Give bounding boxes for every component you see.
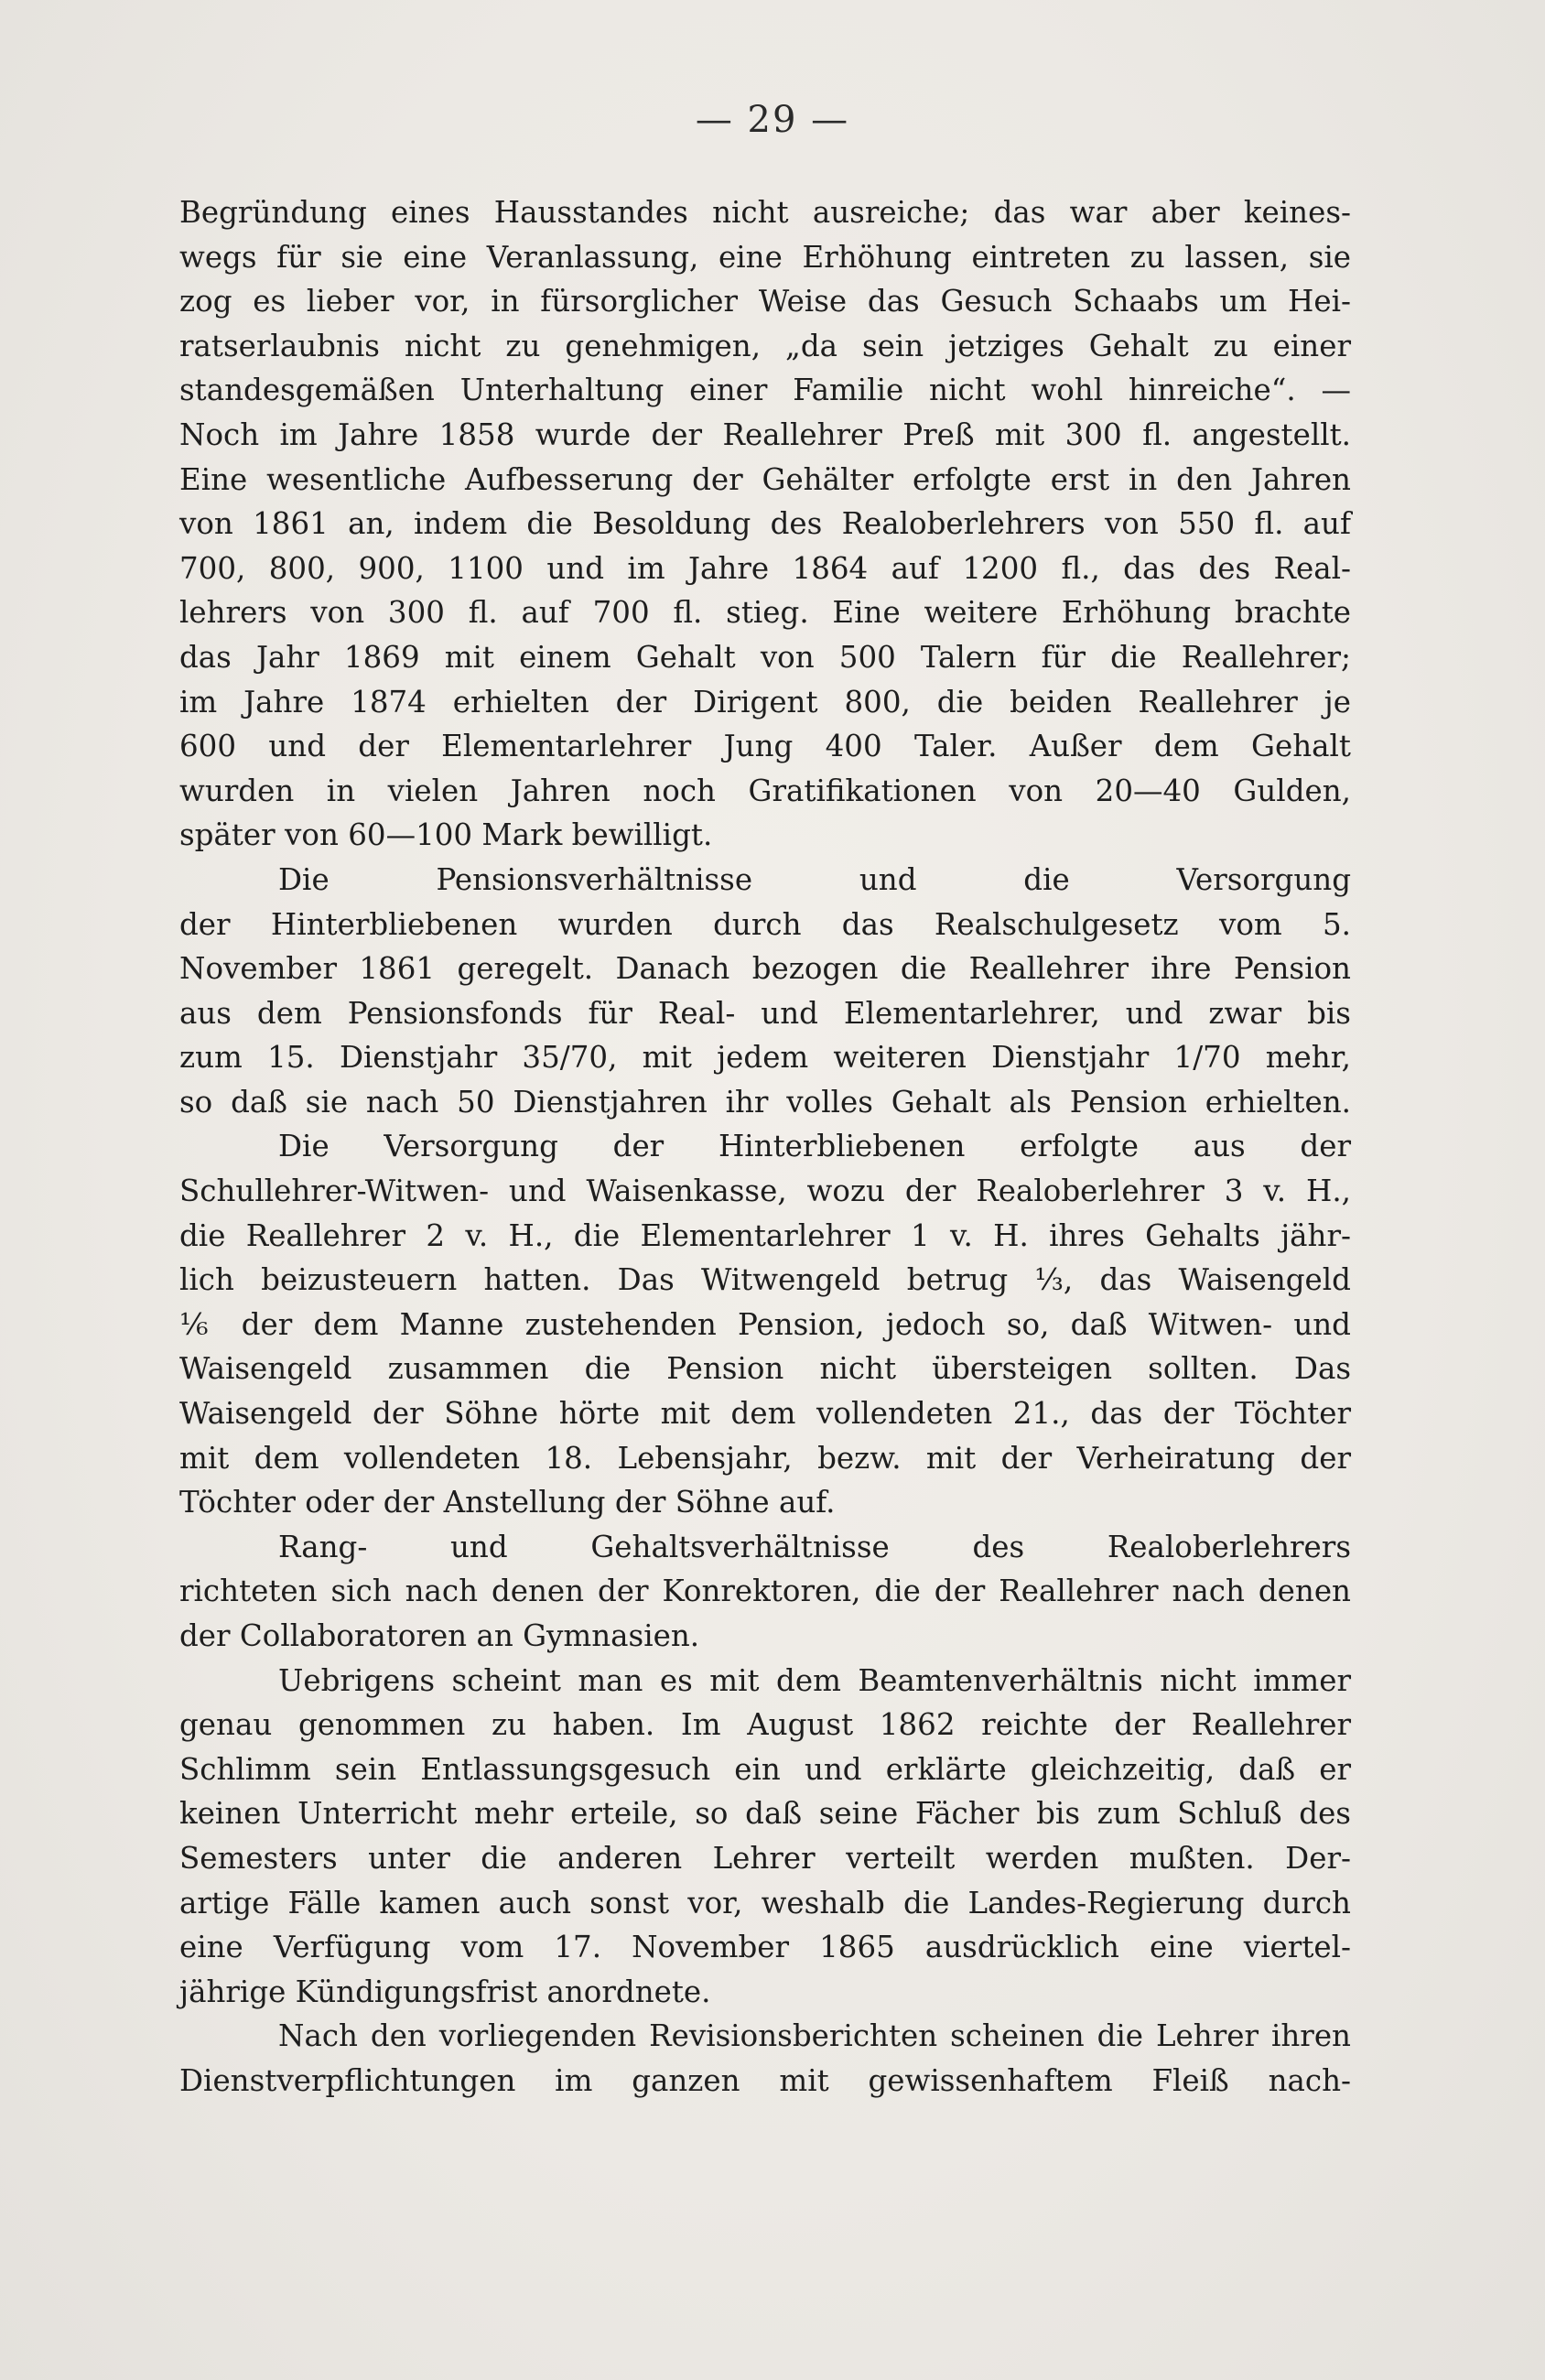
text-line: artige Fälle kamen auch sonst vor, weshalb die Landes-Regierung durch [179, 1885, 1351, 1920]
text-line: Semesters unter die anderen Lehrer verteilt werden mußten. Der- [179, 1840, 1351, 1876]
paragraph [179, 190, 1351, 858]
text-line: im Jahre 1874 erhielten der Dirigent 800, die beiden Reallehrer je [179, 684, 1351, 719]
text-line: Schullehrer-Witwen- und Waisenkasse, wozu der Realoberlehrer 3 v. H., [179, 1174, 1351, 1209]
text-line: November 1861 geregelt. Danach bezogen die Reallehrer ihre Pension [179, 951, 1351, 987]
text-line: ratserlaubnis nicht zu genehmigen, „da sein jetziges Gehalt zu einer [179, 328, 1351, 363]
text-line: keinen Unterricht mehr erteile, so daß seine Fächer bis zum Schluß des [179, 1796, 1351, 1832]
text-line: ⅙ der dem Manne zustehenden Pension, jedoch so, daß Witwen- und [179, 1306, 1351, 1342]
text-line: Uebrigens scheint man es mit dem Beamtenverhältnis nicht immer [278, 1662, 1351, 1698]
body-text [179, 190, 1351, 2104]
text-line: die Reallehrer 2 v. H., die Elementarlehrer 1 v. H. ihres Gehalts jähr- [179, 1217, 1351, 1253]
text-line: zum 15. Dienstjahr 35/70, mit jedem weiteren Dienstjahr 1/70 mehr, [179, 1040, 1351, 1076]
paragraph [179, 1525, 1351, 1659]
text-line: wurden in vielen Jahren noch Gratifikationen von 20—40 Gulden, [179, 773, 1351, 808]
text-line: so daß sie nach 50 Dienstjahren ihr volles Gehalt als Pension erhielten. [179, 1084, 1351, 1120]
text-line: Die Pensionsverhältnisse und die Versorgung [278, 861, 1351, 897]
text-line: wegs für sie eine Veranlassung, eine Erhöhung eintreten zu lassen, sie [179, 239, 1351, 275]
text-line: jährige Kündigungsfrist anordnete. [179, 1974, 711, 2009]
text-line: Noch im Jahre 1858 wurde der Reallehrer Preß mit 300 fl. angestellt. [179, 416, 1351, 452]
text-line: eine Verfügung vom 17. November 1865 ausdrücklich eine viertel- [179, 1930, 1351, 1965]
paragraph [179, 1124, 1351, 1524]
text-line: aus dem Pensionsfonds für Real- und Elementarlehrer, und zwar bis [179, 995, 1351, 1031]
text-line: das Jahr 1869 mit einem Gehalt von 500 Talern für die Reallehrer; [179, 639, 1351, 675]
text-line: 600 und der Elementarlehrer Jung 400 Taler. Außer dem Gehalt [179, 729, 1351, 764]
text-line: Schlimm sein Entlassungsgesuch ein und erklärte gleichzeitig, daß er [179, 1751, 1351, 1787]
text-line: von 1861 an, indem die Besoldung des Realoberlehrers von 550 fl. auf [179, 506, 1351, 542]
text-line: standesgemäßen Unterhaltung einer Familie nicht wohl hinreiche“. — [179, 373, 1351, 408]
text-line: Eine wesentliche Aufbesserung der Gehälter erfolgte erst in den Jahren [179, 461, 1351, 497]
text-line: Töchter oder der Anstellung der Söhne auf. [179, 1485, 836, 1520]
text-line: genau genommen zu haben. Im August 1862 reichte der Reallehrer [179, 1707, 1351, 1743]
text-line: Waisengeld zusammen die Pension nicht übersteigen sollten. Das [179, 1351, 1351, 1387]
paragraph [179, 2014, 1351, 2103]
text-line: Dienstverpflichtungen im ganzen mit gewissenhaftem Fleiß nach- [179, 2062, 1351, 2098]
text-line: lich beizusteuern hatten. Das Witwengeld betrug ⅓, das Waisengeld [179, 1262, 1351, 1298]
text-line: zog es lieber vor, in fürsorglicher Weise das Gesuch Schaabs um Hei- [179, 284, 1351, 319]
text-line: Nach den vorliegenden Revisionsberichten scheinen die Lehrer ihren [278, 2018, 1351, 2054]
page-number: — 29 — [695, 99, 850, 141]
text-line: Rang- und Gehaltsverhältnisse des Realoberlehrers [278, 1529, 1351, 1564]
text-line: später von 60—100 Mark bewilligt. [179, 817, 713, 853]
paragraph [179, 858, 1351, 1125]
text-line: Begründung eines Hausstandes nicht ausreiche; das war aber keines- [179, 195, 1351, 230]
text-line: richteten sich nach denen der Konrektoren, die der Reallehrer nach denen [179, 1574, 1351, 1609]
text-line: Waisengeld der Söhne hörte mit dem vollendeten 21., das der Töchter [179, 1396, 1351, 1432]
text-line: der Collaboratoren an Gymnasien. [179, 1618, 700, 1653]
text-line: lehrers von 300 fl. auf 700 fl. stieg. Eine weitere Erhöhung brachte [179, 595, 1351, 631]
text-line: 700, 800, 900, 1100 und im Jahre 1864 auf 1200 fl., das des Real- [179, 550, 1351, 586]
paragraph [179, 1659, 1351, 2015]
text-line: der Hinterbliebenen wurden durch das Realschulgesetz vom 5. [179, 906, 1351, 942]
text-line: Die Versorgung der Hinterbliebenen erfolgte aus der [278, 1129, 1351, 1164]
text-line: mit dem vollendeten 18. Lebensjahr, bezw. mit der Verheiratung der [179, 1440, 1351, 1476]
